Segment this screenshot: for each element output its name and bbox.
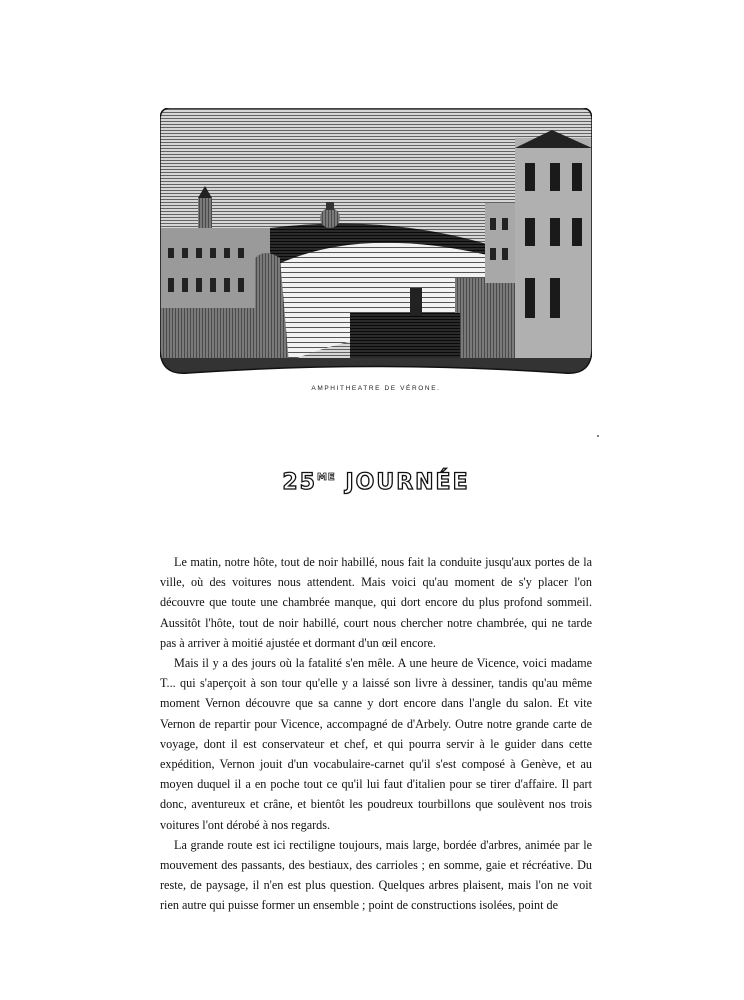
paragraph: La grande route est ici rectiligne toujours, mais large, bordée d'arbres, animée par le mouvement des passants, des bestiaux, des carrioles ; en somme, gaie et récréative. Du reste, de paysage, il n'en est plus question. Quelques arbres plaisent, mais l'on ne voit rien autre qui puisse former un ensemble ; point de constructions isolées, point de bbox=[160, 837, 592, 913]
chapter-number: 25 bbox=[282, 470, 317, 495]
print-speck bbox=[597, 435, 599, 437]
chapter-title bbox=[160, 470, 592, 495]
amphitheatre-engraving bbox=[160, 108, 592, 376]
chapter-word: JOURNÉE bbox=[345, 470, 470, 495]
body-text bbox=[160, 552, 592, 916]
paragraph: Le matin, notre hôte, tout de noir habillé, nous fait la conduite jusqu'aux portes de la ville, où des voitures nous attendent. Mais voici qu'au moment de s'y placer l'on découvre que toute une chambrée manque, qui dort encore du plus profond sommeil. Aussitôt l'hôte, tout de noir habillé, court nous chercher notre chambrée, qui ne tarde pas à arriver à moitié ajustée et dormant d'un œil encore. bbox=[160, 555, 592, 650]
illustration-caption: AMPHITHEATRE DE VÉRONE. bbox=[311, 385, 441, 392]
paragraph: Mais il y a des jours où la fatalité s'en mêle. A une heure de Vicence, voici madame T... qui s'aperçoit à son tour qu'elle y a laissé son livre à dessiner, tandis qu'au même moment Vernon découvre que sa canne y dort encore dans l'angle du salon. Et vite Vernon de repartir pour Vicence, accompagné de d'Arbely. Outre notre grande carte de voyage, dont il est conservateur et chef, et qui pourra servir à le guider dans cette expédition, Vernon jouit d'un vocabulaire-carnet qu'il s'est composé à Genève, et au moyen duquel il a en poche tout ce qu'il lui faut d'italien pour se tirer d'affaire. Il part donc, aventureux et crâne, et bientôt les poudreux tourbillons que soulèvent nos trois voitures l'ont dérobé à nos regards. bbox=[160, 656, 592, 832]
chapter-number-suffix: ME bbox=[316, 472, 336, 483]
